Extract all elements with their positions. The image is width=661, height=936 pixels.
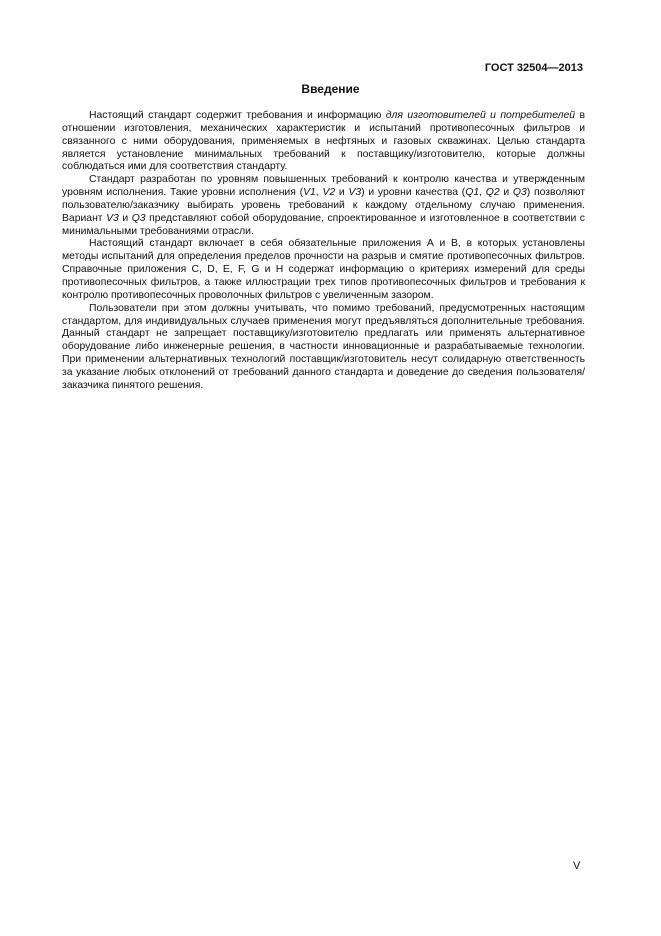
text-run: представляют собой оборудование, спроектированное и изготовленное в соответствии с минимальными требованиями отрасли.: [62, 212, 586, 237]
paragraph: [62, 303, 585, 393]
document-body: [62, 110, 585, 393]
paragraph: [62, 174, 585, 238]
italic-text: V3: [348, 187, 362, 199]
italic-text: V3: [106, 212, 119, 224]
text-run: ,: [315, 187, 323, 199]
document-number: ГОСТ 32504—2013: [484, 62, 583, 74]
text-run: Настоящий стандарт содержит требования и информацию: [89, 110, 386, 121]
text-run: ,: [479, 187, 486, 199]
italic-text: Q3: [131, 212, 146, 224]
section-title: Введение: [301, 82, 360, 96]
text-run: ) и уровни качества (: [361, 187, 466, 199]
text-run: Пользователи при этом должны учитывать, что помимо требований, предусмотренных настоящим стандартом, для индивидуальных случаев применения могут предъявляться дополнительные требования. Данный стандарт не запрещает поставщику/изготовителю предлагать или применять альтернативное оборудование либо инженерные решения, в частности инновационные и разрабатываемые технологии. При применении альтернативных технологий поставщик/изготовитель несут солидарную ответственность за указание любых отклонений от требований данного стандарта и доведение до сведения пользователя/заказчика пинятого решения.: [62, 302, 585, 391]
italic-text: V1: [303, 187, 316, 199]
text-run: и: [335, 187, 349, 199]
italic-text: V2: [322, 187, 336, 199]
italic-text: для изготовителей и потребителей: [385, 110, 576, 121]
text-run: ) позволяют пользователю/заказчику выбирать уровень требований к каждому отдельному случаю применения. Вариант: [62, 187, 586, 224]
italic-text: Q3: [512, 187, 527, 199]
paragraph: [62, 238, 585, 302]
text-run: Настоящий стандарт включает в себя обязательные приложения А и В, в которых установлены методы испытаний для определения пределов прочности на разрыв и смятие противопесочных фильтров. Справочные приложения С, D, Е, F, G и Н содержат информацию о критериях измерений для среды противопесочных фильтров, а также иллюстрации трех типов противопесочных фильтров и требования к контролю противопесочных проволочных фильтров с увеличенным зазором.: [62, 238, 585, 301]
text-run: и: [118, 212, 132, 224]
page-number: V: [573, 860, 581, 872]
italic-text: Q2: [485, 187, 500, 199]
paragraph: [62, 110, 585, 174]
italic-text: Q1: [465, 187, 480, 199]
text-run: в отношении изготовления, механических характеристик и испытаний противопесочных фильтров и связанного с ними оборудования, применяемых в нефтяных и газовых скважинах. Целью стандарта является установление минимальных требований к поставщику/изготовителю, которые должны соблюдаться ими для соответствия стандарту.: [62, 110, 585, 173]
text-run: Стандарт разработан по уровням повышенных требований к контролю качества и утвержденным уровням исполнения. Такие уровни исполнения (: [62, 174, 585, 199]
text-run: и: [499, 187, 513, 199]
